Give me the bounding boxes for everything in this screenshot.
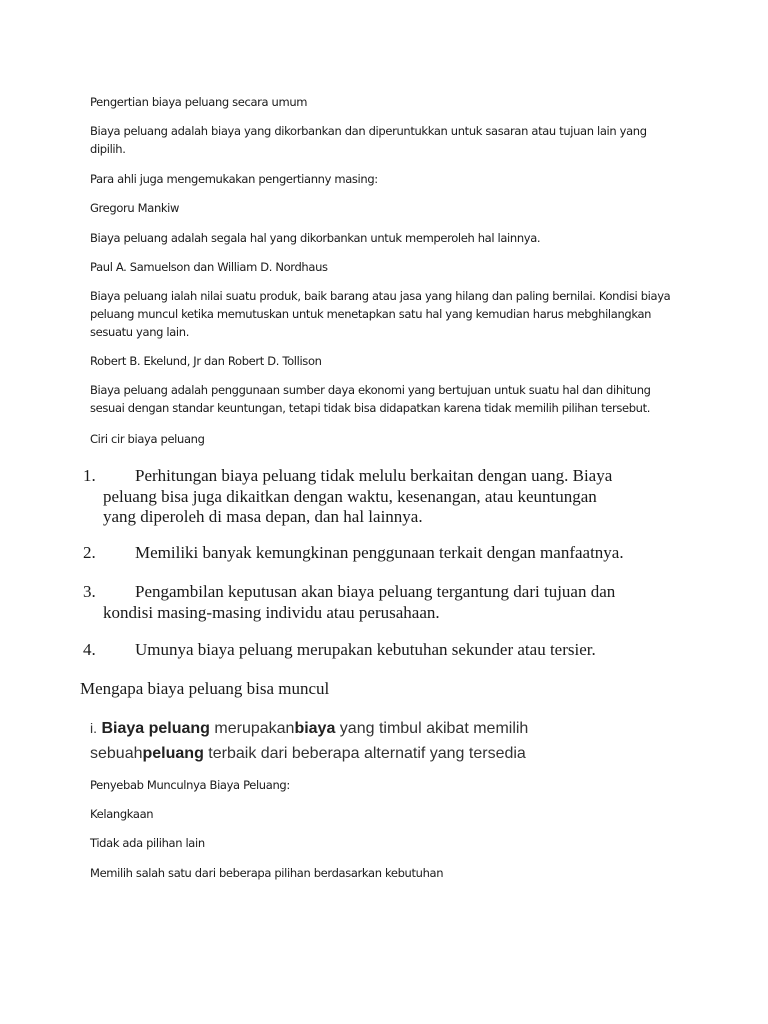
list-number: 4. [83, 640, 96, 659]
intro-definition: Biaya peluang adalah biaya yang dikorbankan dan diperuntukkan untuk sasaran atau tujuan lain yang dipilih. [90, 124, 647, 156]
list-item [83, 543, 683, 564]
list-number: 2. [83, 543, 96, 562]
list-text-continued: yang diperoleh di masa depan, dan hal lainnya. [103, 507, 423, 526]
cause-item: Kelangkaan [90, 807, 154, 821]
why-text: sebuah [90, 745, 143, 762]
list-number: 1. [83, 466, 96, 485]
bold-term: peluang [142, 745, 204, 762]
bold-term: Biaya peluang [101, 720, 210, 737]
characteristics-heading: Ciri cir biaya peluang [90, 432, 205, 446]
why-text: terbaik dari beberapa alternatif yang tersedia [203, 745, 526, 762]
list-text: Umunya biaya peluang merupakan kebutuhan sekunder atau tersier. [135, 640, 596, 659]
experts-intro: Para ahli juga mengemukakan pengertianny masing: [90, 172, 378, 186]
causes-heading: Penyebab Munculnya Biaya Peluang: [90, 778, 290, 792]
why-text: yang timbul akibat memilih [335, 720, 529, 737]
cause-item: Memilih salah satu dari beberapa pilihan berdasarkan kebutuhan [90, 866, 444, 880]
bold-term: biaya [294, 720, 336, 737]
expert-definition: Biaya peluang ialah nilai suatu produk, baik barang atau jasa yang hilang dan paling bernilai. Kondisi biaya peluang muncul ketika memutuskan untuk menetapkan satu hal yang kemudian harus mebghilangkan sesuatu yang lain. [90, 289, 671, 339]
why-heading: Mengapa biaya peluang bisa muncul [80, 679, 330, 698]
list-text-continued: peluang bisa juga dikaitkan dengan waktu, kesenangan, atau keuntungan [103, 486, 597, 506]
why-text: merupakan [209, 720, 295, 737]
expert-name: Paul A. Samuelson dan William D. Nordhaus [90, 260, 328, 274]
list-number: 3. [83, 582, 96, 601]
expert-name: Robert B. Ekelund, Jr dan Robert D. Tollison [90, 354, 322, 368]
expert-name: Gregoru Mankiw [90, 201, 180, 215]
cause-item: Tidak ada pilihan lain [90, 836, 205, 850]
list-text: Perhitungan biaya peluang tidak melulu berkaitan dengan uang. Biaya [135, 466, 613, 485]
list-text: Memiliki banyak kemungkinan penggunaan terkait dengan manfaatnya. [135, 543, 624, 562]
intro-heading: Pengertian biaya peluang secara umum [90, 95, 308, 109]
list-item [83, 640, 683, 661]
expert-definition: Biaya peluang adalah penggunaan sumber daya ekonomi yang bertujuan untuk suatu hal dan dihitung sesuai dengan standar keuntungan, tetapi tidak bisa didapatkan karena tidak memilih pilihan tersebut. [90, 383, 651, 415]
list-item [83, 466, 683, 528]
list-text-continued: kondisi masing-masing individu atau perusahaan. [103, 602, 440, 622]
list-marker: i. [90, 720, 97, 736]
why-paragraph [90, 716, 690, 766]
expert-definition: Biaya peluang adalah segala hal yang dikorbankan untuk memperoleh hal lainnya. [90, 231, 541, 245]
list-text: Pengambilan keputusan akan biaya peluang tergantung dari tujuan dan [135, 582, 616, 601]
list-item [83, 582, 683, 623]
